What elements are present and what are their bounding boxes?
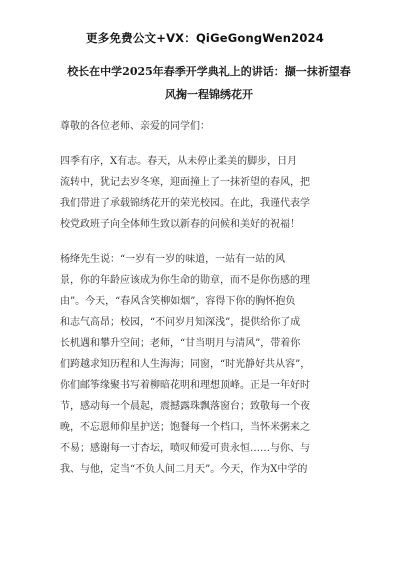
body-line: 我们带进了承载锦绣花开的荣光校园。在此，我谨代表学 xyxy=(60,198,310,209)
promo-header: 更多免费公文+VX：QiGeGongWen2024 xyxy=(86,31,324,45)
body-line: 不易；感谢每一寸杏坛，喷叹师爱可贵永恒……与你、与 xyxy=(60,443,310,454)
body-line: 景，你的年龄应该成为你生命的勋章，而不是你伤感的理 xyxy=(60,275,310,286)
paragraph-gap xyxy=(60,235,354,249)
body-line: 由”。今天，“春风含笑柳如烟”，容得下你的胸怀抱负 xyxy=(60,296,296,307)
salutation: 尊敬的各位老师、亲爱的同学们： xyxy=(60,121,210,132)
title-line-2: 风掬一程锦绣花开 xyxy=(165,88,253,101)
body-line: 长机遇和攀升空间；老师，“甘当明月与清风”，带着你 xyxy=(60,338,301,349)
document-title xyxy=(60,60,358,106)
body-line: 四季有序，X有志。春天，从未停止柔美的脚步，日月 xyxy=(60,156,298,167)
document-body xyxy=(60,116,354,480)
paragraph-gap xyxy=(60,137,354,151)
body-line: 杨绛先生说：“一岁有一岁的味道，一站有一站的风 xyxy=(60,254,286,265)
body-line: 流转中，犹记去岁冬寒，迎面撞上了一抹祈望的春风，把 xyxy=(60,177,310,188)
body-line: 晚，不忘恩师仰星护送；饱餐每一个档口，当怀米粥来之 xyxy=(60,422,310,433)
body-line: 们跨越求知历程和人生海海；同窗，“时光静好共从容”， xyxy=(60,359,311,370)
body-line: 我、与他，定当“不负人间二月天”。今天，作为X中学的 xyxy=(60,464,308,475)
body-line: 你们邮筝缘聚书写着柳暗花明和理想顶峰。正是一年好时 xyxy=(60,380,310,391)
body-line: 节，感动每一个晨起，震撼露珠飘落窗台；致敬每一个夜 xyxy=(60,401,310,412)
title-line-1: 校长在中学2025年春季开学典礼上的讲话：撷一抹祈望春 xyxy=(67,65,351,78)
body-line: 和志气高昂；校园，“不问岁月知深浅”，提供给你了成 xyxy=(60,317,301,328)
body-line: 校党政班子向全体师生致以新春的问候和美好的祝福！ xyxy=(60,219,300,230)
